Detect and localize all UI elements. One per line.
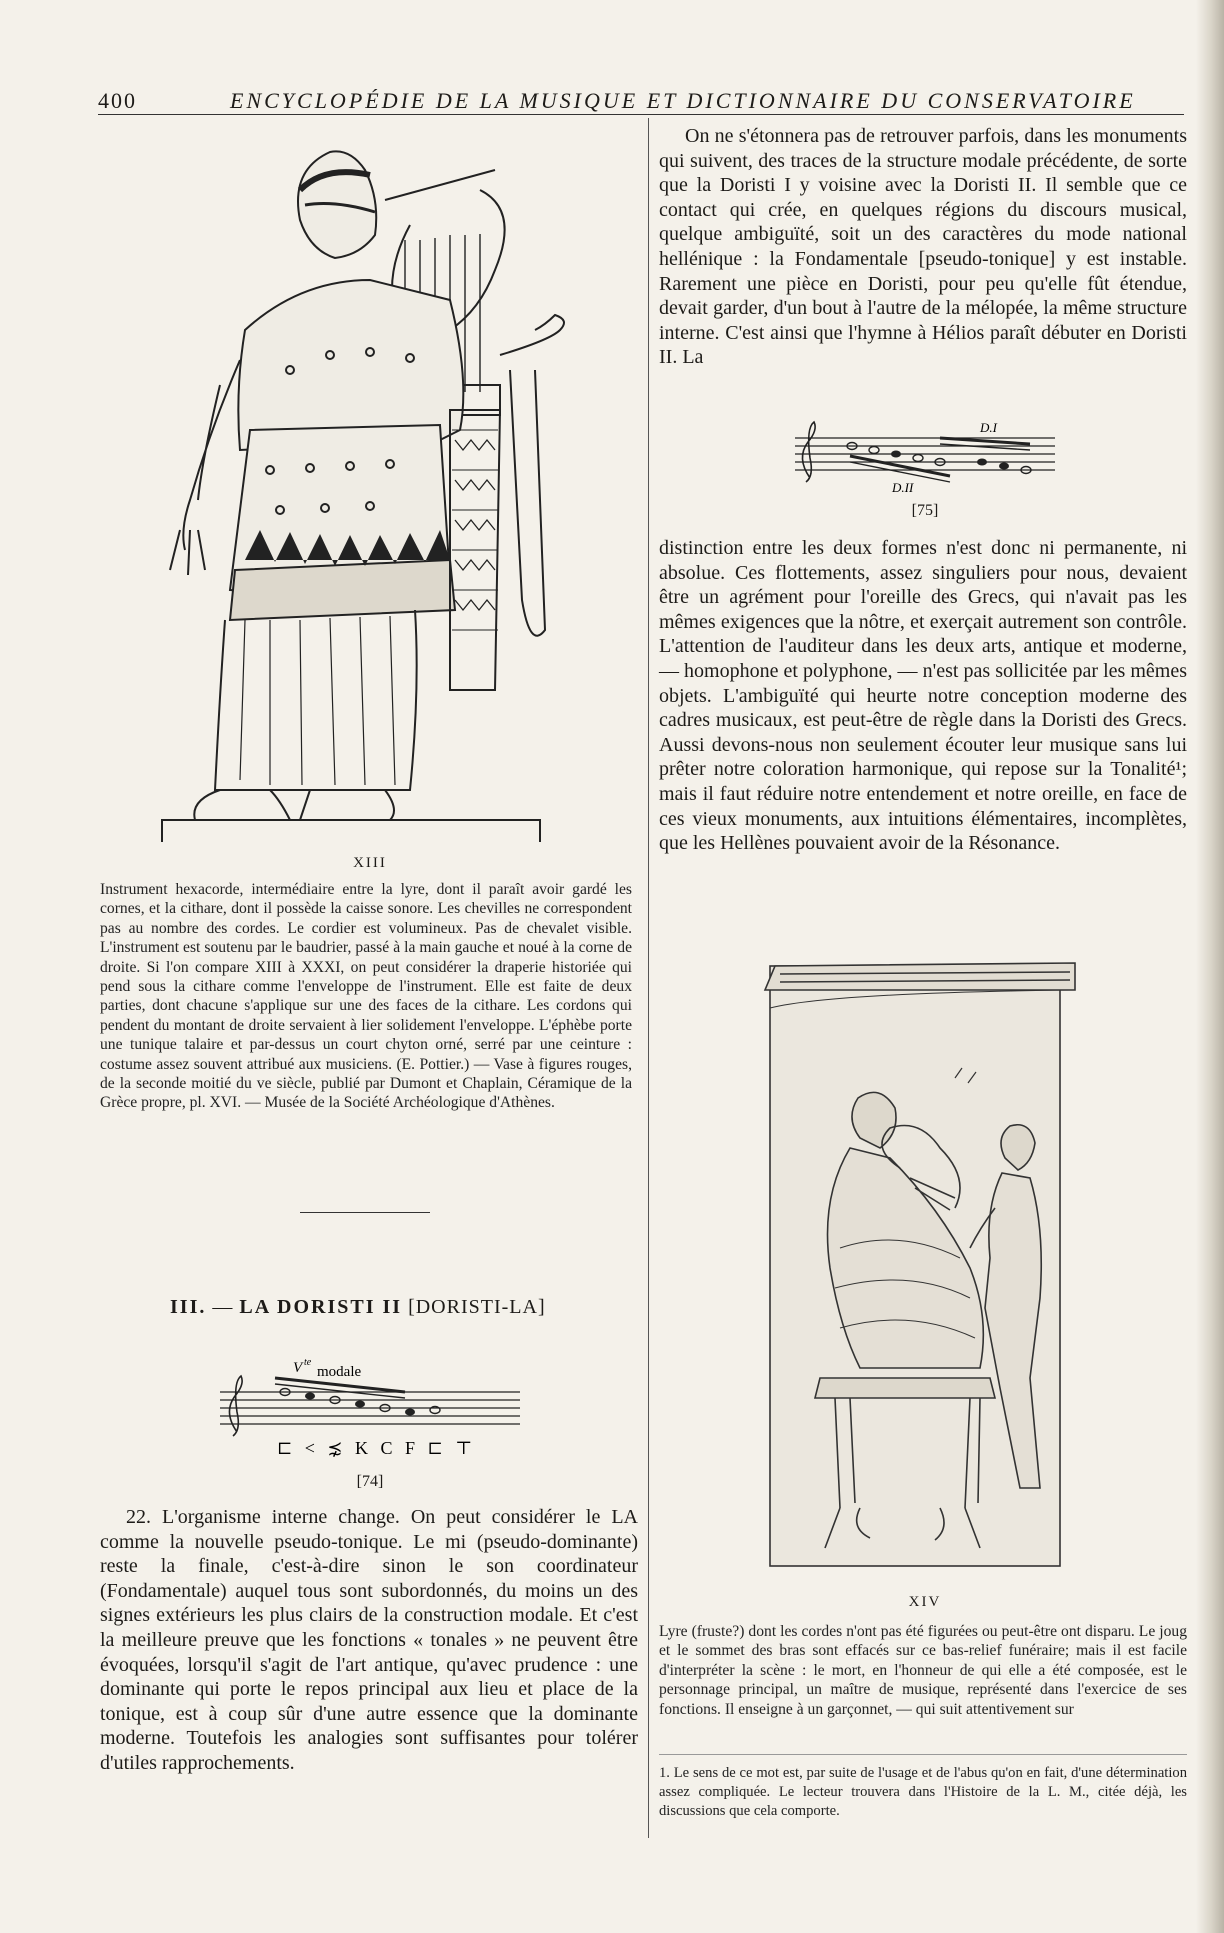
figure-xiv-relief [740, 948, 1120, 1588]
section-title: LA DORISTI II [239, 1296, 403, 1318]
figure-xiv-caption: Lyre (fruste?) dont les cordes n'ont pas été figurées ou peut-être ont disparu. Le joug et le sommet des bras sont effacés sur ce bas-relief funéraire; mais il est facile d'interpréter la scène : le mort, en l'honneur de qui elle a été composée, est le personnage principal, un maître de musique, représenté dans l'exercice de ses fonctions. Il enseigne à un garçonnet, — qui suit attentivement sur [659, 1623, 1187, 1718]
figure-xiv-label: XIV [908, 1594, 942, 1610]
right-paragraph-1: On ne s'étonnera pas de retrouver parfois, dans les monuments qui suivent, des traces de la structure modale précédente, de sorte que la Doristi I y voisine avec la Doristi II. Il semble que ce contact qui crée, en quelques régions du discours musical, quelque ambiguïté, soit un des caractères du mode national hellénique : la Fondamentale [pseudo-tonique] y est instable. Rarement une pièce en Doristi, pour peu qu'elle fût étendue, devait garder, d'un bout à l'autre de la mélopée, la même structure interne. C'est ainsi que l'hymne à Hélios paraît débuter en Doristi II. La [659, 125, 1187, 369]
example-74-label-v: V [293, 1360, 303, 1376]
footnote-rule [659, 1754, 1187, 1755]
music-example-75 [790, 418, 1060, 493]
paragraph-22-number: 22. [126, 1506, 151, 1528]
running-head [98, 88, 1178, 114]
music-example-74 [215, 1352, 525, 1462]
figure-xiii-label: XIII [353, 855, 387, 871]
header-rule [98, 114, 1184, 115]
figure-xiii-caption: Instrument hexacorde, intermédiaire entre la lyre, dont il paraît avoir gardé les cornes, et la cithare, dont il possède la caisse sonore. Les chevilles ne correspondent pas au nombre des cordes. Le cordier est volumineux. Pas de chevalet visible. L'instrument est soutenu par le baudrier, passé à la main gauche et noué à la corne de droite. Si l'on compare XIII à XXXI, on peut considérer la draperie historiée qui pend sous la cithare comme l'enveloppe de l'instrument. Elle est faite de deux parties, dont chacune s'applique sur une des faces de la cithare. Les cordons qui pendent du montant de droite servaient à lier solidement l'enveloppe. L'éphèbe porte une tunique talaire et par-dessus un court chyton orné, serré par une ceinture : costume assez souvent attribué aux musiciens. (E. Pottier.) — Vase à figures rouges, de la seconde moitié du ve siècle, publié par Dumont et Chaplain, Céramique de la Grèce propre, pl. XVI. — Musée de la Société Archéologique d'Athènes. [100, 881, 632, 1112]
section-heading [170, 1296, 590, 1319]
example-74-label-sup: te [304, 1357, 312, 1368]
page-number: 400 [98, 88, 137, 113]
example-74-label-rest: modale [317, 1364, 362, 1380]
right-text-1 [659, 124, 1187, 370]
page-edge-shadow [1196, 0, 1224, 1933]
section-subtitle: [DORISTI-LA] [408, 1296, 546, 1318]
caption-end-rule [300, 1212, 430, 1213]
section-number: III. [170, 1296, 207, 1318]
example-75-number: [75] [911, 502, 939, 519]
right-paragraph-2: distinction entre les deux formes n'est donc ni permanente, ni absolue. Ces flottements, assez singuliers pour nous, devaient être un agrément pour l'oreille des Grecs, qui n'avait pas les mêmes exigences que la nôtre, et exerçait autrement son contrôle. L'attention de l'auditeur dans les deux arts, antique et moderne, — homophone et polyphone, — n'est pas sollicitée par les mêmes objets. L'ambiguïté qui heurte notre conception moderne des cadres musicaux, est peut-être de règle dans la Doristi des Grecs. Aussi devons-nous non seulement écouter leur musique sans lui prêter notre coloration harmonique, qui repose sur la Tonalité¹; mais il faut réduire notre entendement et notre oreille, en face de ces vieux monuments, aux intuitions élémentaires, incomplètes, que les Hellènes pouvaient avoir de la Résonance. [659, 537, 1187, 855]
paragraph-22 [100, 1505, 638, 1776]
right-text-2 [659, 536, 1187, 856]
example-74-signs: ⊏ < ⋨ K C F ⊏ ⊤ [277, 1438, 477, 1458]
running-title: ENCYCLOPÉDIE DE LA MUSIQUE ET DICTIONNAIRE DU CONSERVATOIRE [230, 88, 1136, 113]
example-75-label-d2: D.II [892, 480, 914, 493]
column-rule [648, 118, 649, 1838]
section-dash: — [212, 1296, 234, 1318]
footnote: 1. Le sens de ce mot est, par suite de l'usage et de l'abus qu'on en fait, d'une détermination assez compliquée. Le lecteur trouvera dans l'Histoire de la L. M., citée déjà, les discussions que cela comporte. [659, 1765, 1187, 1819]
example-74-number: [74] [356, 1473, 384, 1490]
example-75-label-d1: D.I [980, 420, 997, 435]
figure-xiii-illustration [150, 130, 580, 850]
paragraph-22-text: L'organisme interne change. On peut considérer le LA comme la nouvelle pseudo-tonique. Le mi (pseudo-dominante) reste la finale, c'est-à-dire sinon le son coordinateur (Fondamentale) auquel tous sont subordonnés, du moins un des signes extérieurs les plus clairs de la construction modale. Et c'est la meilleure preuve que les fonctions « tonales » ne peuvent être évoquées, lorsqu'il s'agit de l'art antique, qu'avec prudence : une dominante qui porte le repos principal aux lieu et place de la tonique, est à coup sûr d'une autre essence que la dominante moderne. Toutefois les analogies sont suffisantes pour tolérer d'utiles rapprochements. [100, 1506, 638, 1774]
